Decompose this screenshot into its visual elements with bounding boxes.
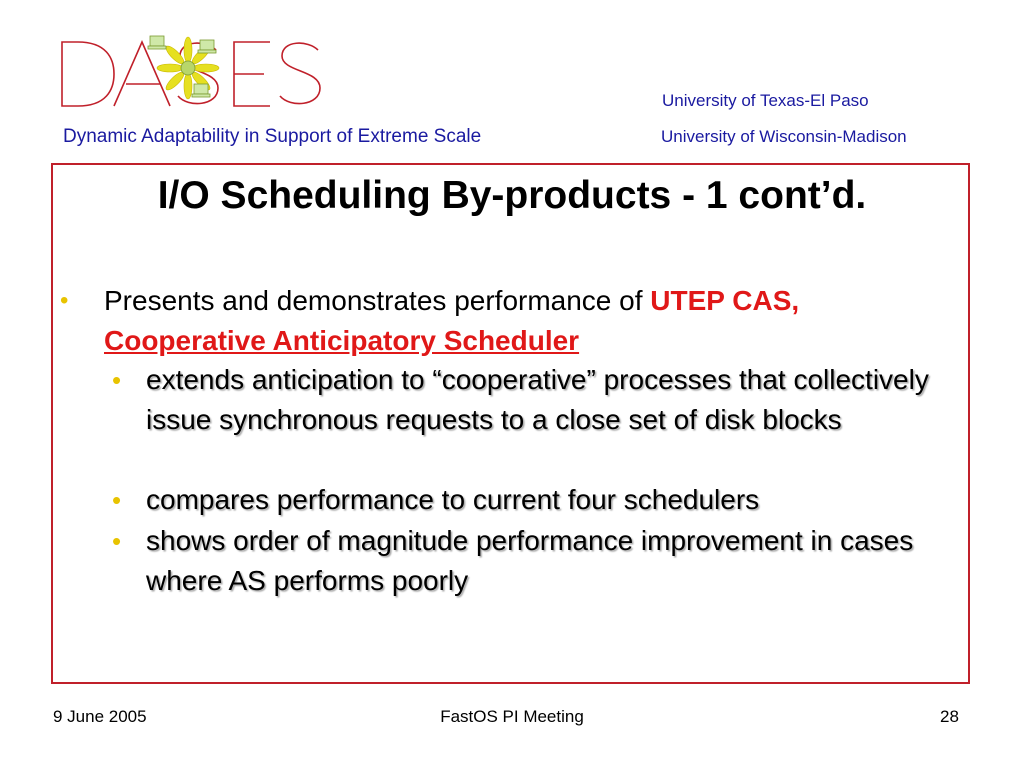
cas-full-name: Cooperative Anticipatory Scheduler [104,325,580,356]
sub-bullet-1-text: extends anticipation to “cooperative” processes that collectively issue synchronous requests to a close set of disk blocks [146,364,929,435]
footer-event: FastOS PI Meeting [440,707,584,726]
dases-logo [56,28,356,114]
university-wisconsin: University of Wisconsin-Madison [661,127,907,146]
sub-bullet-3-text: shows order of magnitude performance improvement in cases where AS performs poorly [146,525,914,596]
sub-bullet-dot-icon: • [112,365,122,395]
page-number: 28 [940,707,959,726]
sub-bullet-dot-icon: • [112,485,122,515]
bullet-1-text [104,281,960,361]
sub-bullet-dot-icon: • [112,526,122,556]
utep-cas-highlight: UTEP CAS, [650,285,800,316]
slide-title: I/O Scheduling By-products - 1 cont’d. [157,174,867,217]
footer-date: 9 June 2005 [53,707,147,726]
sub-bullet-2-text: compares performance to current four schedulers [146,484,760,515]
logo-text: DASES [56,28,60,29]
bullet-1-prefix: Presents and demonstrates performance of [104,285,651,316]
project-subtitle: Dynamic Adaptability in Support of Extreme Scale [63,126,482,147]
bullet-dot-icon: • [60,287,69,314]
university-utep: University of Texas-El Paso [662,91,869,110]
